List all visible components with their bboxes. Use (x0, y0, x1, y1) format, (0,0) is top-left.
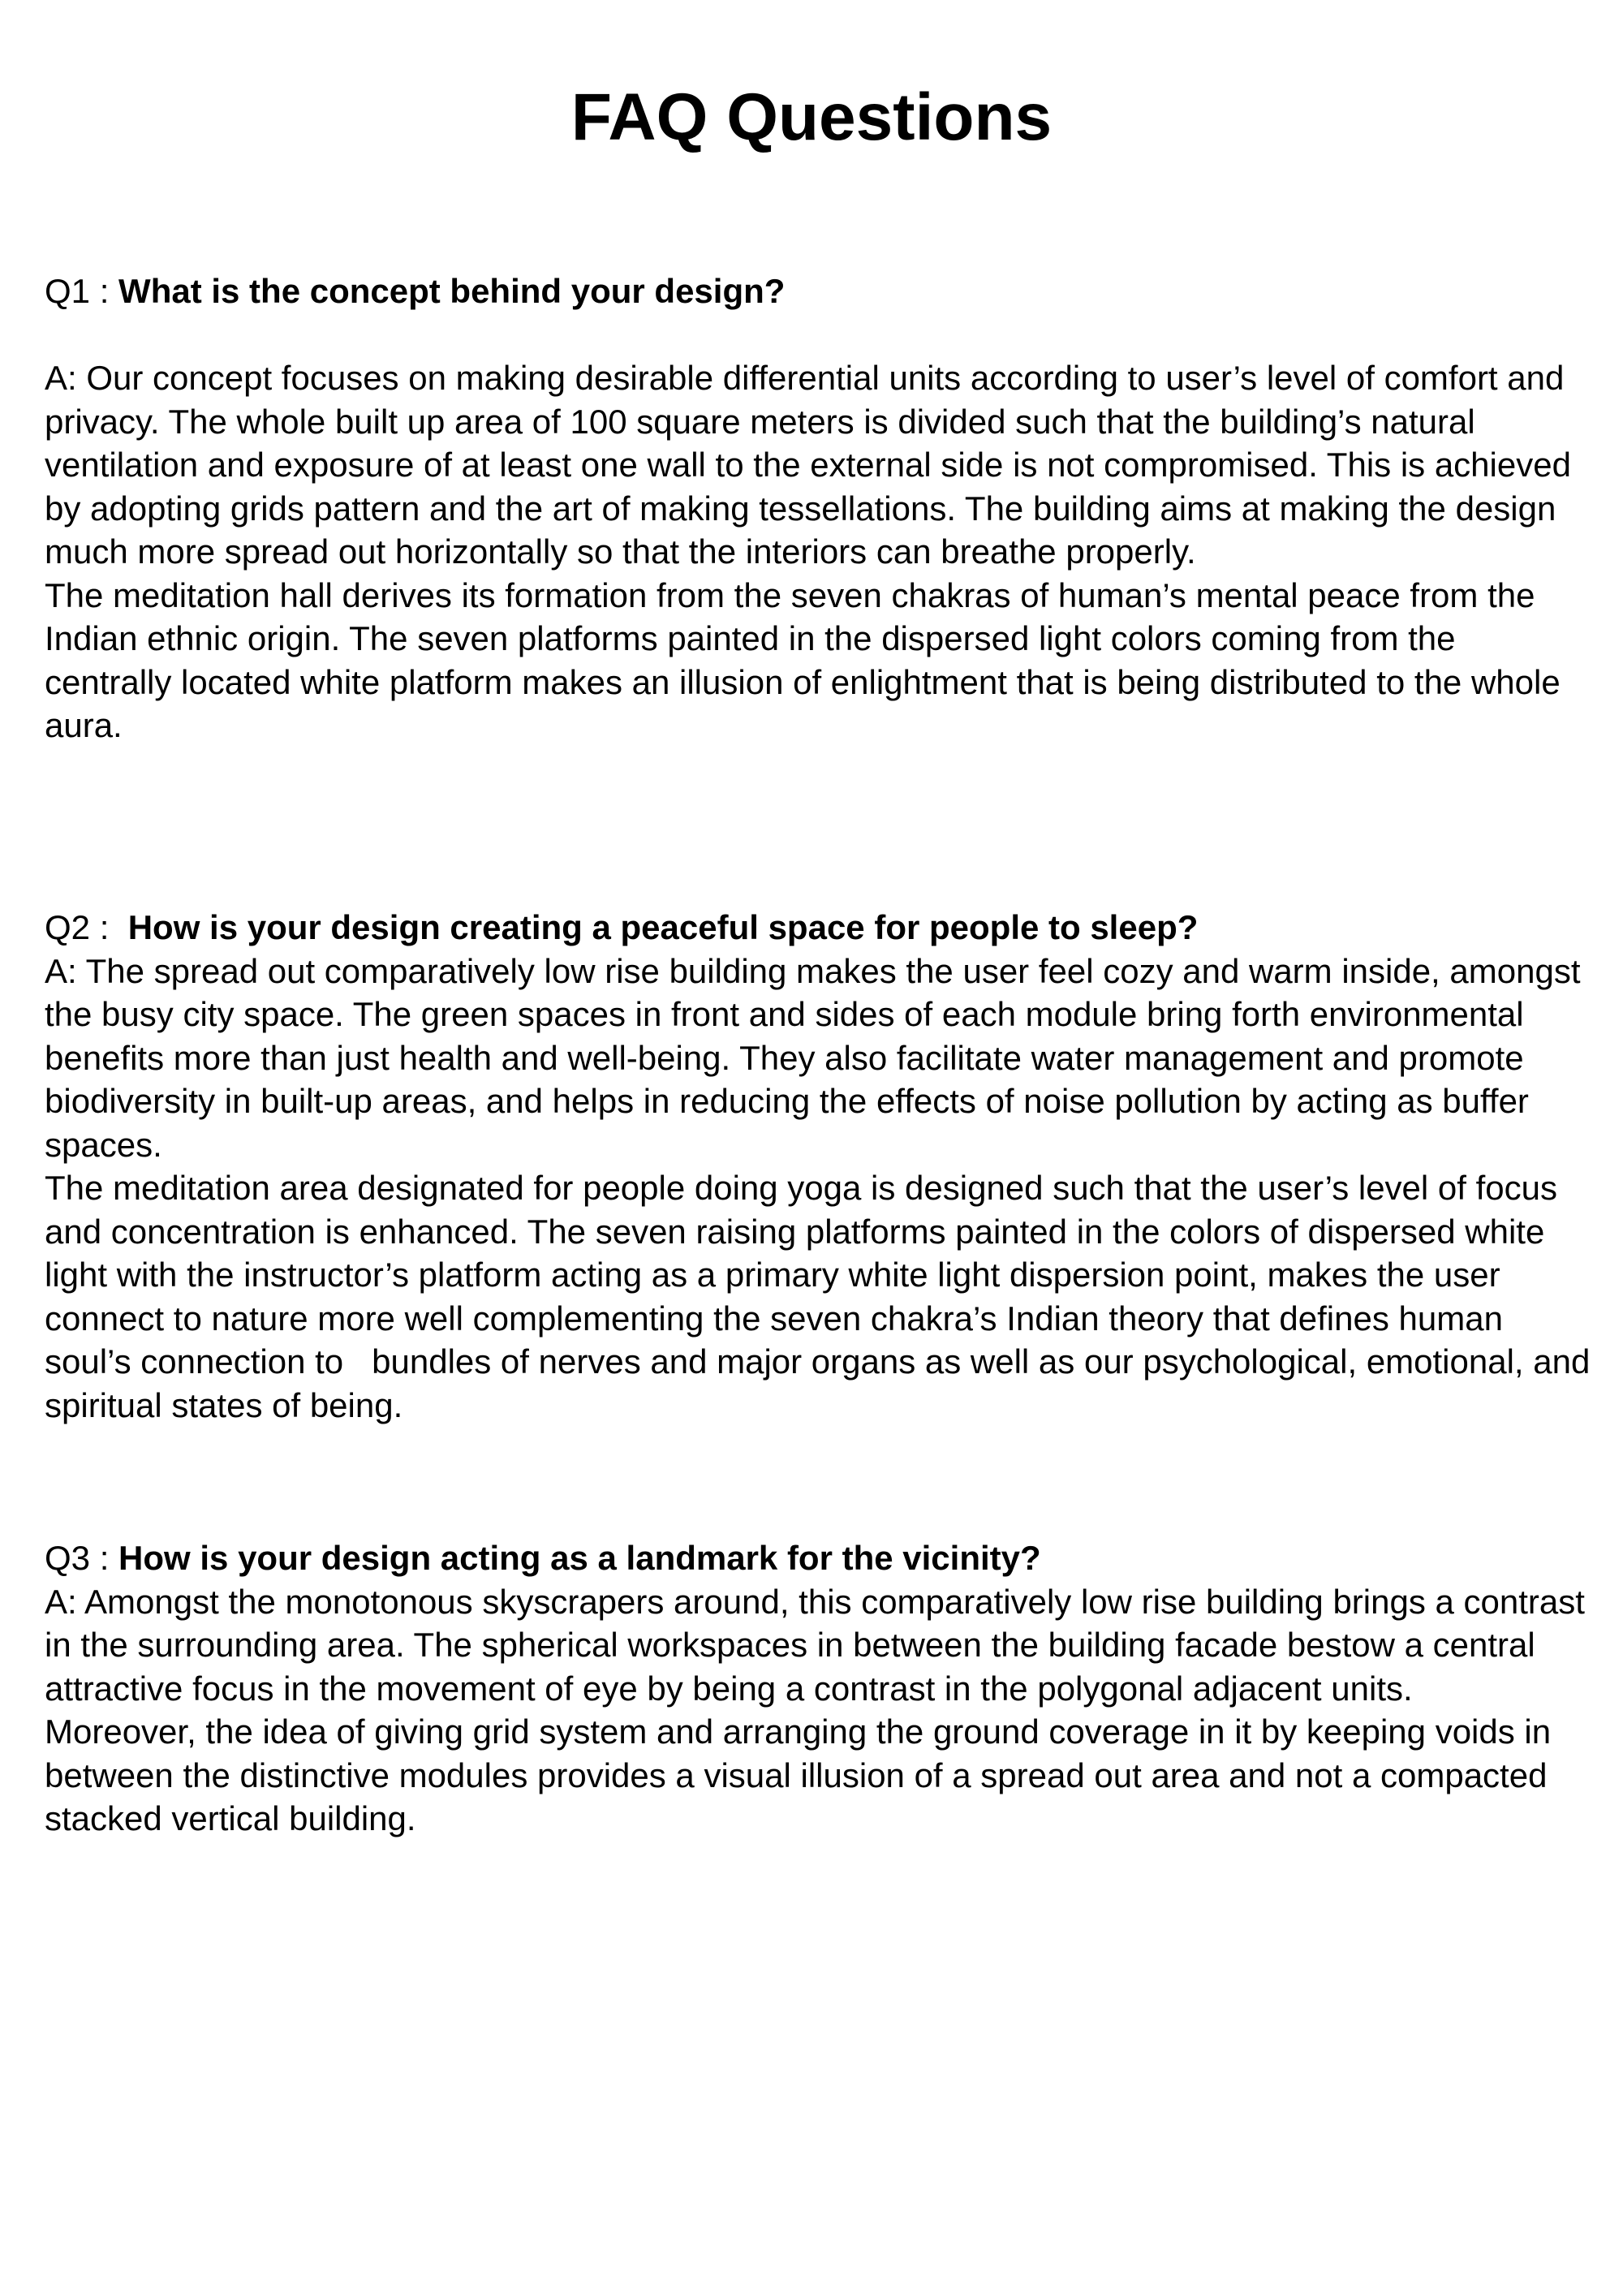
question-text: How is your design acting as a landmark for the vicinity? (118, 1539, 1041, 1577)
question-text: What is the concept behind your design? (118, 272, 786, 310)
answer-block (45, 1580, 1591, 1841)
answer-paragraph: The meditation area designated for people doing yoga is designed such that the user’s level of focus and concentration is enhanced. The seven raising platforms painted in the colors of dispersed white light with the instructor’s platform acting as a primary white light dispersion point, makes the user connect to nature more well complementing the seven chakra’s Indian theory that defines human soul’s connection to bundles of nerves and major organs as well as our psychological, emotional, and spiritual states of being. (45, 1169, 1600, 1424)
question-line (45, 269, 1591, 313)
question-line (45, 1536, 1591, 1580)
answer-block (45, 356, 1591, 747)
answer-block (45, 950, 1600, 1428)
faq-item-2 (45, 906, 1600, 1427)
faq-item-3 (45, 1536, 1591, 1841)
question-line (45, 906, 1591, 950)
answer-paragraph: The meditation hall derives its formation from the seven chakras of human’s mental peace from the Indian ethnic origin. The seven platforms painted in the dispersed light colors coming from the centrally located white platform makes an illusion of enlightment that is being distributed to the whole aura. (45, 575, 1561, 744)
question-prefix: Q1 : (45, 272, 119, 310)
answer-paragraph: A: The spread out comparatively low rise building makes the user feel cozy and warm inside, amongst the busy city space. The green spaces in front and sides of each module bring forth environmental benefits more than just health and well-being. They also facilitate water management and promote biodiversity in built-up areas, and helps in reducing the effects of noise pollution by acting as buffer spaces. (45, 951, 1581, 1164)
page-title: FAQ Questions (570, 80, 1053, 154)
answer-paragraph: A: Amongst the monotonous skyscrapers around, this comparatively low rise building brings a contrast in the surrounding area. The spherical workspaces in between the building facade bestow a central attractive focus in the movement of eye by being a contrast in the polygonal adjacent units. (45, 1582, 1585, 1708)
question-text: How is your design creating a peaceful space for people to sleep? (127, 908, 1199, 946)
answer-paragraph: A: Our concept focuses on making desirable differential units according to user’s level of comfort and privacy. The whole built up area of 100 square meters is divided such that the building’s natural ventilation and exposure of at least one wall to the external side is not compromised. This is achieved by adopting grids pattern and the art of making tessellations. The building aims at making the design much more spread out horizontally so that the interiors can breathe properly. (45, 359, 1571, 571)
answer-paragraph: Moreover, the idea of giving grid system and arranging the ground coverage in it by keeping voids in between the distinctive modules provides a visual illusion of a spread out area and not a compacted stacked vertical building. (45, 1712, 1552, 1837)
question-prefix: Q2 : (45, 908, 128, 946)
question-prefix: Q3 : (45, 1539, 119, 1577)
faq-item-1 (45, 269, 1591, 747)
